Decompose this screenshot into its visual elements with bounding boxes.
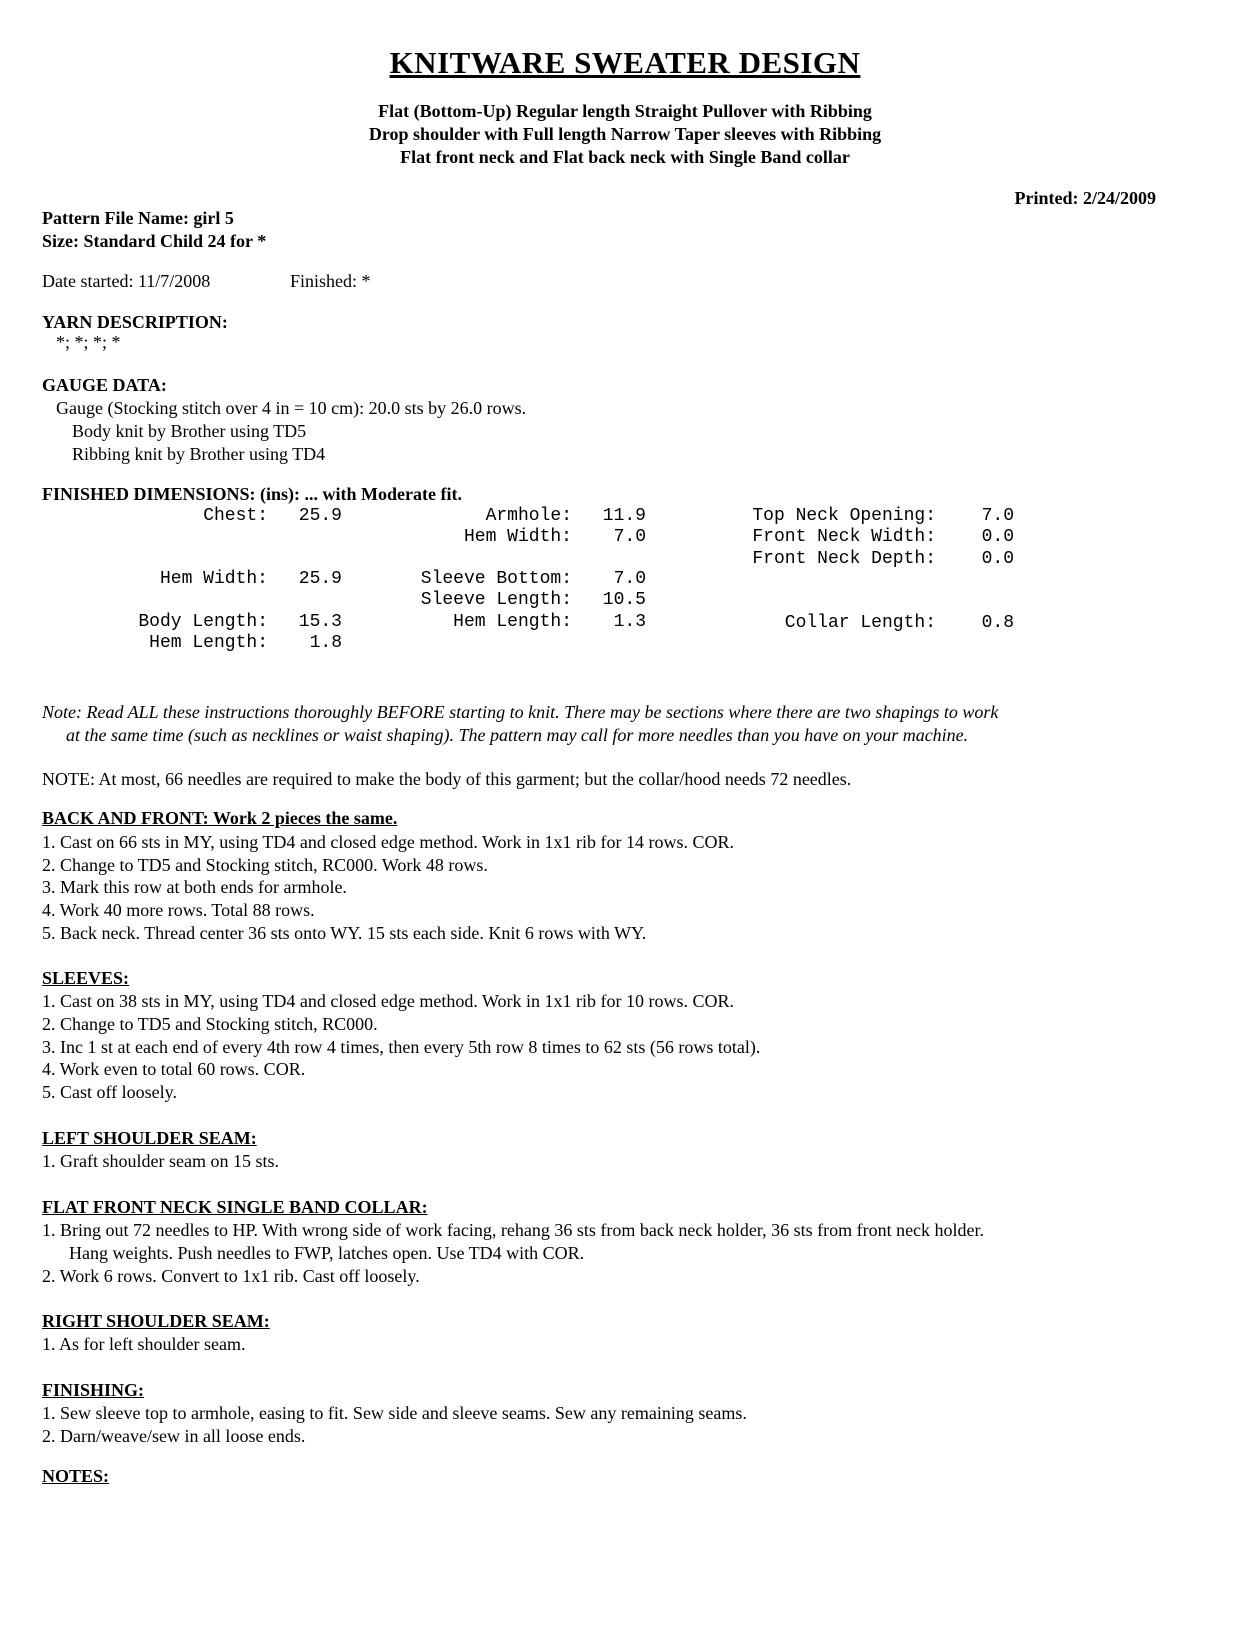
dim-top-neck-label: Top Neck Opening:	[752, 506, 936, 526]
collar-step-1: 1. Bring out 72 needles to HP. With wrong side of work facing, rehang 36 sts from back neck holder, 36 sts from front neck holder.	[42, 1220, 985, 1240]
collar-step-1-cont: Hang weights. Push needles to FWP, latches open. Use TD4 with COR.	[69, 1243, 585, 1263]
note-italic-line-2: at the same time (such as necklines or waist shaping). The pattern may call for more needles than you have on your machine.	[66, 725, 969, 745]
subtitle-line-2: Drop shoulder with Full length Narrow Taper sleeves with Ribbing	[368, 124, 882, 144]
sleeves-step-3: 3. Inc 1 st at each end of every 4th row 4 times, then every 5th row 8 times to 62 sts (56 rows total).	[42, 1037, 761, 1057]
dim-sleeve-bottom-value: 7.0	[613, 569, 646, 589]
dim-hem-width-label: Hem Width:	[159, 569, 268, 589]
pattern-file-name: Pattern File Name: girl 5	[42, 208, 234, 228]
dim-chest-label: Chest:	[203, 506, 268, 526]
dim-hem-width-value: 25.9	[298, 569, 342, 589]
back-front-step-3: 3. Mark this row at both ends for armhole.	[42, 877, 347, 897]
dim-sleeve-length-label: Sleeve Length:	[420, 590, 572, 610]
subtitle-line-3: Flat front neck and Flat back neck with Single Band collar	[400, 147, 850, 167]
dim-front-neck-depth-value: 0.0	[981, 549, 1014, 569]
back-front-heading: BACK AND FRONT: Work 2 pieces the same.	[42, 808, 398, 828]
back-front-step-2: 2. Change to TD5 and Stocking stitch, RC000. Work 48 rows.	[42, 855, 488, 875]
dim-sleeve-hem-length-value: 1.3	[613, 612, 646, 632]
yarn-value: *; *; *; *	[56, 332, 121, 352]
finishing-step-2: 2. Darn/weave/sew in all loose ends.	[42, 1426, 306, 1446]
dim-sleeve-length-value: 10.5	[602, 590, 646, 610]
collar-step-2: 2. Work 6 rows. Convert to 1x1 rib. Cast off loosely.	[42, 1266, 420, 1286]
left-shoulder-heading: LEFT SHOULDER SEAM:	[42, 1128, 257, 1148]
gauge-line: Gauge (Stocking stitch over 4 in = 10 cm): 20.0 sts by 26.0 rows.	[56, 398, 527, 418]
dim-sleeve-hem-length-label: Hem Length:	[453, 612, 572, 632]
dim-front-neck-width-value: 0.0	[981, 527, 1014, 547]
sleeves-heading: SLEEVES:	[42, 968, 130, 988]
sleeves-step-5: 5. Cast off loosely.	[42, 1082, 177, 1102]
sleeves-step-4: 4. Work even to total 60 rows. COR.	[42, 1059, 306, 1079]
dim-body-length-label: Body Length:	[138, 612, 268, 632]
dim-collar-length-value: 0.8	[981, 613, 1014, 633]
back-front-step-5: 5. Back neck. Thread center 36 sts onto WY. 15 sts each side. Knit 6 rows with WY.	[42, 923, 647, 943]
dim-hem-length-label: Hem Length:	[149, 633, 268, 653]
dim-chest-value: 25.9	[298, 506, 342, 526]
sleeves-step-1: 1. Cast on 38 sts in MY, using TD4 and closed edge method. Work in 1x1 rib for 10 rows. COR.	[42, 991, 735, 1011]
collar-heading: FLAT FRONT NECK SINGLE BAND COLLAR:	[42, 1197, 428, 1217]
dimensions-heading: FINISHED DIMENSIONS: (ins): ... with Moderate fit.	[42, 484, 462, 504]
gauge-heading: GAUGE DATA:	[42, 375, 167, 395]
sleeves-step-2: 2. Change to TD5 and Stocking stitch, RC000.	[42, 1014, 378, 1034]
finishing-heading: FINISHING:	[42, 1380, 145, 1400]
gauge-ribbing-knit: Ribbing knit by Brother using TD4	[72, 444, 326, 464]
dim-front-neck-width-label: Front Neck Width:	[752, 527, 936, 547]
subtitle-line-1: Flat (Bottom-Up) Regular length Straight Pullover with Ribbing	[378, 101, 872, 121]
finished-date: Finished: *	[290, 271, 371, 291]
date-started: Date started: 11/7/2008	[42, 271, 211, 291]
note-needles: NOTE: At most, 66 needles are required to make the body of this garment; but the collar/hood needs 72 needles.	[42, 769, 852, 789]
gauge-body-knit: Body knit by Brother using TD5	[72, 421, 307, 441]
dim-hem-length-value: 1.8	[309, 633, 342, 653]
size-label: Size: Standard Child 24 for *	[42, 231, 267, 251]
back-front-step-1: 1. Cast on 66 sts in MY, using TD4 and closed edge method. Work in 1x1 rib for 14 rows. COR.	[42, 832, 735, 852]
printed-date: Printed: 2/24/2009	[1014, 188, 1156, 208]
right-shoulder-heading: RIGHT SHOULDER SEAM:	[42, 1311, 270, 1331]
dim-sleeve-hem-width-label: Hem Width:	[463, 527, 572, 547]
back-front-step-4: 4. Work 40 more rows. Total 88 rows.	[42, 900, 315, 920]
dim-body-length-value: 15.3	[298, 612, 342, 632]
left-shoulder-step-1: 1. Graft shoulder seam on 15 sts.	[42, 1151, 279, 1171]
notes-heading: NOTES:	[42, 1466, 110, 1486]
dim-collar-length-label: Collar Length:	[784, 613, 936, 633]
yarn-heading: YARN DESCRIPTION:	[42, 312, 228, 332]
document-title: KNITWARE SWEATER DESIGN	[389, 45, 861, 80]
finishing-step-1: 1. Sew sleeve top to armhole, easing to fit. Sew side and sleeve seams. Sew any remaining seams.	[42, 1403, 747, 1423]
note-italic-line-1: Note: Read ALL these instructions thoroughly BEFORE starting to knit. There may be sections where there are two shapings to work	[42, 702, 999, 722]
dim-armhole-value: 11.9	[602, 506, 646, 526]
right-shoulder-step-1: 1. As for left shoulder seam.	[42, 1334, 246, 1354]
dim-top-neck-value: 7.0	[981, 506, 1014, 526]
dim-sleeve-hem-width-value: 7.0	[613, 527, 646, 547]
dim-sleeve-bottom-label: Sleeve Bottom:	[420, 569, 572, 589]
dim-front-neck-depth-label: Front Neck Depth:	[752, 549, 936, 569]
dim-armhole-label: Armhole:	[485, 506, 572, 526]
